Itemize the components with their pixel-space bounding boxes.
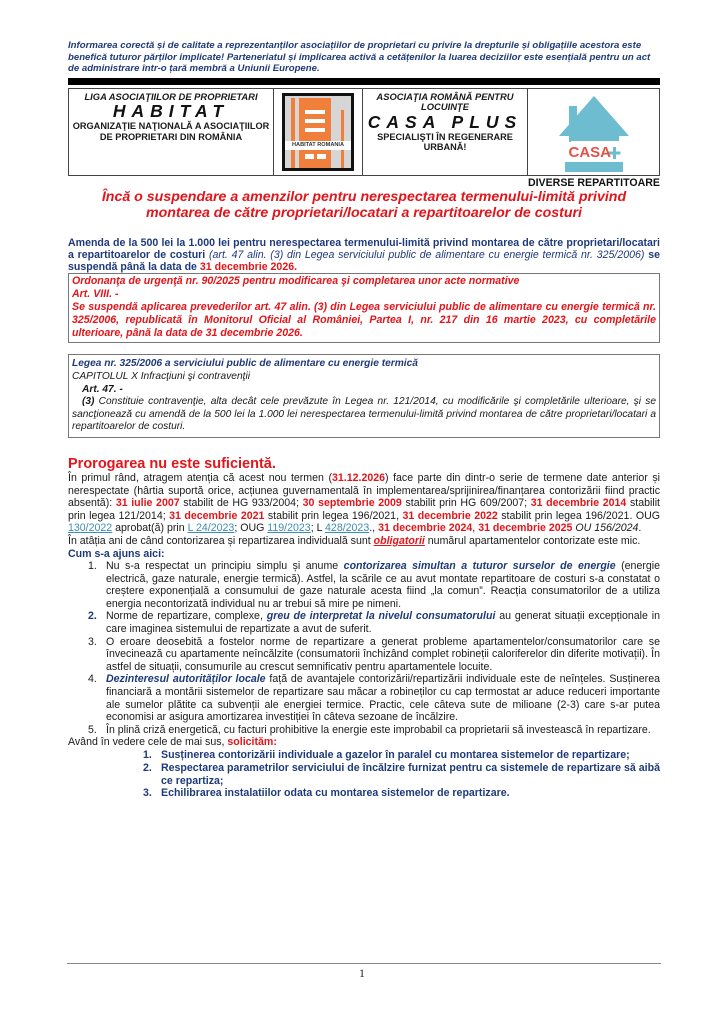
history-paragraph: În primul rând, atragem atenția că acest nou termen (31.12.2026) face parte din dintr-o serie de termene date anterior și nerespectate (hârtia suportă orice, acțiunea guvernamentală în implementarea/sprijinirea/finanțarea contorizării fiind practic absentă): 31 iulie 2007 stabilit de HG 933/2004; 30 septembrie 2009 stabilit prin HG 609/2007; 31 decembrie 2014 stabilit prin legea 121/2014; 31 decembrie 2021 stabilit prin legea 196/2021, 31 decembrie 2022 stabilit prin legea 196/2021. OUG 130/2022 aprobat(ă) prin L 24/2023; OUG 119/2023; L 428/2023., 31 decembrie 2024, 31 decembrie 2025 OU 156/2024.: [68, 471, 661, 535]
list-item: 1. Susținerea contorizării individuale a gazelor în paralel cu montarea sistemelor de repartizare;: [143, 749, 630, 761]
mandatory-paragraph: În atâția ani de când contorizarea și repartizarea individuală sunt obligatorii numărul apartamentelor contorizate este mic.: [68, 534, 641, 547]
footer-divider: [67, 963, 661, 964]
habitat-org-cell: [69, 89, 274, 175]
law-paragraph: [72, 396, 656, 434]
list-item: 3. O eroare deosebită a fostelor norme de repartizare a generat probleme apartamentelor/consumatorilor care se învecinează cu apartamente neîncălzite (consumatorii închizând complet robineții caloriferelor din diferite motivații). În astfel de situații, consumurile au crescut semnificativ pentru apartamentele locuite.: [88, 635, 660, 673]
lead-bold-1: Amenda de la 500 lei la 1.000 lei pentru nerespectarea termenului-limită privind montarea de către proprietari/locatari a repartitoarelor de costuri: [68, 236, 660, 261]
law-paragraph-text: Constituie contravenţie, alta decât cele prevăzute în Legea nr. 121/2014, cu modificările şi completările ulterioare, şi se sancţionează cu amendă de la 500 lei la 1.000 lei nerespectarea termenului-limită privind montarea de către proprietari/locatari a repartitoarelor de costuri.: [72, 396, 656, 433]
list-item: 4. Dezinteresul autorităților locale față de avantajele contorizării/repartizării individuale este de neînțeles. Susținerea financiară a montării sistemelor de repartizare sau măcar a robineților cu cap termostat ar aduce reduceri importante ale sumelor plătite ca subvenții ale energiei termice. Practic, cele câteva sute de milioane (2-3) care s-ar putea economisi ar asigura amortizarea investiției în câteva sezoane de încălzire.: [88, 673, 660, 724]
deadline-date: 31 decembrie 2021: [169, 509, 265, 522]
ordinance-box: [68, 273, 660, 343]
casaplus-org-subtitle: SPECIALIŞTI ÎN REGENERARE URBANĂ!: [377, 131, 513, 153]
deadline-date: 31 iulie 2007: [115, 497, 180, 510]
casa-plus-house-logo-icon: [555, 92, 633, 172]
intro-statement: Informarea corectă și de calitate a reprezentanților asociațiilor de proprietari cu privire la drepturile și obligațiile acestora este benefică tuturor părților implicate! Parteneriatul și implicarea activă a cetățenilor la luarea deciziilor este esențială pentru un act de administrare într-o țară membră a Uniunii Europene.: [68, 40, 651, 75]
casaplus-org-line1: ASOCIAŢIA ROMÂNĂ PENTRU LOCUINŢE: [376, 90, 514, 113]
link-l-24-2023[interactable]: L 24/2023: [187, 522, 235, 535]
header-divider-bar: [68, 78, 660, 85]
obligatory-emphasis: obligatorii: [373, 534, 425, 547]
casaplus-org-name: CASA PLUS: [367, 111, 523, 132]
casa-logo-text: CASA: [568, 143, 612, 161]
lead-deadline-date: 31 decembrie 2026.: [199, 261, 298, 274]
deadline-date: 31 decembrie 2024: [378, 522, 473, 535]
link-l-428-2023[interactable]: 428/2023: [325, 522, 370, 535]
lead-italic: (art. 47 alin. (3) din Legea serviciului public de alimentare cu energie termică nr. 325/2006): [205, 248, 645, 261]
list-item: 3. Echilibrarea instalatiilor odata cu montarea sistemelor de repartizare.: [143, 787, 510, 800]
document-page: [68, 40, 660, 800]
reasons-list: [68, 560, 660, 736]
header-table: [68, 88, 660, 176]
ordinance-article: Art. VIII. -: [72, 288, 119, 301]
law-paragraph-number: (3): [82, 396, 95, 408]
deadline-date: 31 decembrie 2022: [402, 509, 498, 522]
how-heading: Cum s-a ajuns aici:: [68, 547, 165, 560]
ordinance-text: Se suspendă aplicarea prevederilor art. 47 alin. (3) din Legea serviciului public de alimentare cu energie termică nr. 325/2006, republicată în Monitorul Oficial al României, Partea I, nr. 217 din 16 martie 2023, cu completările ulterioare, până la data de 31 decembrie 2026.: [72, 300, 656, 339]
law-article: Art. 47. -: [82, 383, 123, 395]
list-item: 2. Norme de repartizare, complexe, greu de interpretat la nivelul consumatorului au generat situații excepționale in care imaginea sistemului de repartizate a avut de suferit.: [88, 610, 660, 636]
article-title: Încă o suspendare a amenzilor pentru nerespectarea termenului-limită privind montarea de către proprietari/locatari a repartitoarelor de costuri: [101, 188, 627, 222]
list-item: 5. În plină criză energetică, cu facturi prohibitive la energie este improbabil ca proprietarii să investească în repartizare.: [88, 723, 651, 736]
habitat-building-logo-icon: [282, 93, 354, 171]
habitat-org-line1: LIGA ASOCIAŢIILOR DE PROPRIETARI: [84, 90, 258, 102]
page-number: 1: [359, 966, 365, 980]
lead-paragraph: [68, 237, 660, 274]
category-label: DIVERSE REPARTITOARE: [527, 176, 660, 189]
deadline-date: 31 decembrie 2025: [478, 522, 573, 535]
lead-bold-2: se suspendă până la data de: [68, 248, 661, 274]
casaplus-org-cell: [363, 89, 528, 175]
request-emphasis: solicităm:: [227, 736, 277, 749]
list-item: 2. Respectarea parametrilor serviciului de încălzire furnizat pentru ca sistemele de repartizare să aibă ce repartiza;: [143, 761, 660, 787]
section-title: Prorogarea nu este suficientă.: [68, 455, 276, 472]
law-chapter: CAPITOLUL X Infracţiuni şi contravenţii: [72, 370, 250, 382]
law-title: Legea nr. 325/2006 a serviciului public de alimentare cu energie termică: [72, 358, 418, 370]
requests-list: [68, 749, 660, 800]
list-item: 1. Nu s-a respectat un principiu simplu și anume contorizarea simultan a tuturor surselor de energie (energie electrică, gaze naturale, energie termică). Astfel, la scările ce au avut montate repartitoare de costuri s-a constatat o creștere exponențială a consumului de gaze naturale acesta fiind „la comun”. Reacția consumatorilor de a utiliza energia necontorizată individual nu ar trebui să mire pe nimeni.: [88, 560, 661, 610]
deadline-date: 30 septembrie 2009: [302, 497, 402, 510]
ordinance-title: Ordonanţa de urgenţă nr. 90/2025 pentru modificarea şi completarea unor acte normative: [72, 275, 520, 288]
habitat-org-name: HABITAT: [112, 101, 230, 122]
habitat-org-subtitle: ORGANIZAŢIE NAŢIONALĂ A ASOCIAŢIILOR DE PROPRIETARI DIN ROMÂNIA: [72, 121, 270, 142]
law-excerpt-box: [68, 354, 660, 438]
request-intro: Având în vedere cele de mai sus, solicităm:: [68, 736, 277, 749]
deadline-date: 31.12.2026: [331, 471, 386, 484]
habitat-logo-label: HABITAT ROMANIA: [285, 141, 351, 150]
deadline-date: 31 decembrie 2014: [530, 497, 627, 510]
habitat-logo-cell: [274, 89, 363, 175]
link-oug-130-2022[interactable]: 130/2022: [68, 522, 113, 535]
casaplus-logo-cell: [528, 89, 659, 175]
link-oug-119-2023[interactable]: 119/2023: [267, 522, 311, 535]
